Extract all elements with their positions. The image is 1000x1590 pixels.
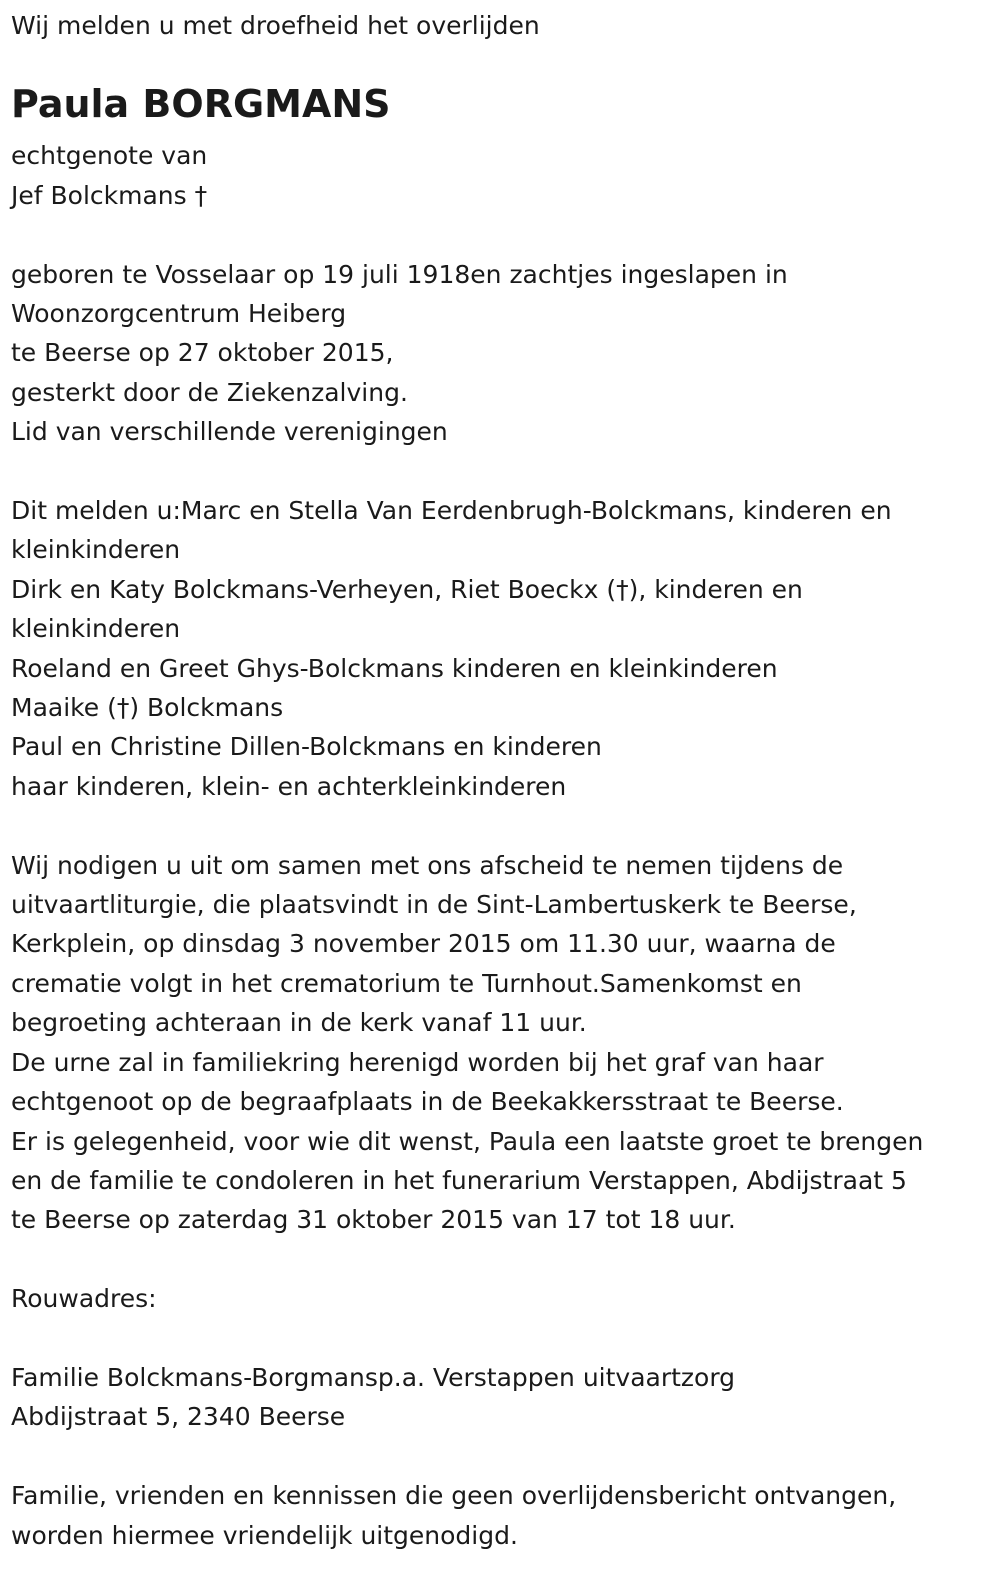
family-line: Roeland en Greet Ghys-Bolckmans kinderen en kleinkinderen [11,653,778,683]
family-line: Maaike (†) Bolckmans [11,693,284,723]
spacer [11,452,991,491]
mourning-address-block [11,1279,991,1437]
family-line: Dit melden u:Marc en Stella Van Eerdenbrugh-Bolckmans, kinderen en [11,496,892,526]
ceremony-line: begroeting achteraan in de kerk vanaf 11 uur. [11,1008,587,1038]
biography-line: te Beerse op 27 oktober 2015, [11,338,394,368]
spacer [11,1319,991,1358]
family-line: haar kinderen, klein- en achterkleinkinderen [11,771,567,801]
spouse-relation: echtgenote van [11,141,208,171]
biography-block [11,255,991,452]
deceased-name: Paula BORGMANS [11,82,391,127]
ceremony-line: te Beerse op zaterdag 31 oktober 2015 van 17 tot 18 uur. [11,1205,736,1235]
ceremony-line: Wij nodigen u uit om samen met ons afscheid te nemen tijdens de [11,850,844,880]
biography-line: gesterkt door de Ziekenzalving. [11,377,408,407]
closing-block [11,1476,991,1555]
spouse-block [11,136,991,215]
mourning-address-line: Familie Bolckmans-Borgmansp.a. Verstappen uitvaartzorg [11,1362,736,1392]
biography-line: geboren te Vosselaar op 19 juli 1918en zachtjes ingeslapen in [11,259,788,289]
mourning-address-label: Rouwadres: [11,1284,157,1314]
intro-text: Wij melden u met droefheid het overlijden [11,11,540,40]
ceremony-line: uitvaartliturgie, die plaatsvindt in de Sint-Lambertuskerk te Beerse, [11,890,857,920]
ceremony-line: crematie volgt in het crematorium te Turnhout.Samenkomst en [11,968,802,998]
spacer [11,1437,991,1476]
ceremony-line: Er is gelegenheid, voor wie dit wenst, Paula een laatste groet te brengen [11,1126,924,1156]
obituary-notice [11,0,991,1555]
family-line: Paul en Christine Dillen-Bolckmans en kinderen [11,732,602,762]
closing-line: worden hiermee vriendelijk uitgenodigd. [11,1520,518,1550]
biography-line: Lid van verschillende verenigingen [11,417,448,447]
family-line: kleinkinderen [11,614,181,644]
spacer [11,215,991,254]
closing-line: Familie, vrienden en kennissen die geen overlijdensbericht ontvangen, [11,1481,897,1511]
ceremony-block [11,846,991,1240]
family-line: kleinkinderen [11,535,181,565]
family-block [11,491,991,806]
ceremony-line: Kerkplein, op dinsdag 3 november 2015 om 11.30 uur, waarna de [11,929,836,959]
ceremony-line: De urne zal in familiekring herenigd worden bij het graf van haar [11,1047,824,1077]
biography-line: Woonzorgcentrum Heiberg [11,299,347,329]
spacer [11,806,991,845]
ceremony-line: echtgenoot op de begraafplaats in de Beekakkersstraat te Beerse. [11,1087,844,1117]
spacer [11,1240,991,1279]
family-line: Dirk en Katy Bolckmans-Verheyen, Riet Boeckx (†), kinderen en [11,574,803,604]
spouse-name: Jef Bolckmans † [11,180,208,210]
ceremony-line: en de familie te condoleren in het funerarium Verstappen, Abdijstraat 5 [11,1165,907,1195]
mourning-address-line: Abdijstraat 5, 2340 Beerse [11,1402,346,1432]
